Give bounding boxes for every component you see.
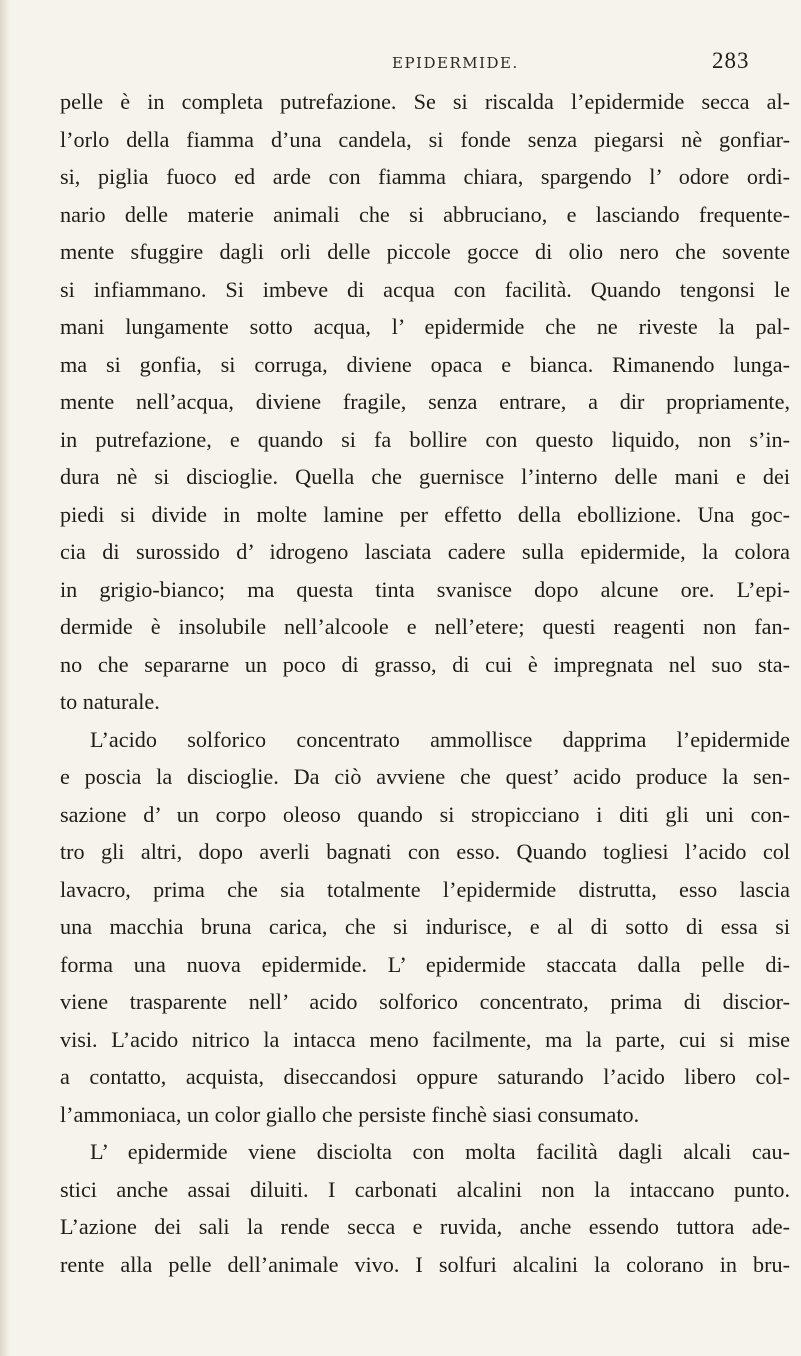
paragraph <box>60 83 790 721</box>
text-line: l’orlo della fiamma d’una candela, si fonde senza piegarsi nè gonfiar- <box>60 126 790 152</box>
text-line: dura nè si discioglie. Quella che guernisce l’interno delle mani e dei <box>60 464 790 490</box>
text-line: stici anche assai diluiti. I carbonati alcalini non la intaccano punto. <box>60 1176 790 1202</box>
text-line: in grigio-bianco; ma questa tinta svanisce dopo alcune ore. L’epi- <box>60 576 790 602</box>
text-line: piedi si divide in molte lamine per effetto della ebollizione. Una goc- <box>60 501 790 527</box>
body-text <box>60 83 790 1284</box>
text-line: visi. L’acido nitrico la intacca meno facilmente, ma la parte, cui si mise <box>60 1026 790 1052</box>
text-line: to naturale. <box>60 689 160 715</box>
text-line: nario delle materie animali che si abbruciano, e lasciando frequente- <box>60 201 790 227</box>
text-line: dermide è insolubile nell’alcoole e nell’etere; questi reagenti non fan- <box>60 614 790 640</box>
text-line: no che separarne un poco di grasso, di cui è impregnata nel suo sta- <box>60 651 790 677</box>
text-line: L’azione dei sali la rende secca e ruvida, anche essendo tuttora ade- <box>60 1214 790 1240</box>
running-head: EPIDERMIDE. <box>392 54 519 72</box>
text-line: mente sfuggire dagli orli delle piccole gocce di olio nero che sovente <box>60 239 790 265</box>
text-line: sazione d’ un corpo oleoso quando si stropicciano i diti gli uni con- <box>60 801 790 827</box>
paragraph <box>60 721 790 1134</box>
text-line: pelle è in completa putrefazione. Se si riscalda l’epidermide secca al- <box>60 89 790 114</box>
text-line: viene trasparente nell’ acido solforico concentrato, prima di discior- <box>60 989 790 1015</box>
text-line: rente alla pelle dell’animale vivo. I solfuri alcalini la colorano in bru- <box>60 1251 790 1277</box>
text-line: ma si gonfia, si corruga, diviene opaca e bianca. Rimanendo lunga- <box>60 351 790 377</box>
text-line: L’acido solforico concentrato ammollisce dapprima l’epidermide <box>90 726 790 752</box>
text-line: e poscia la discioglie. Da ciò avviene che quest’ acido produce la sen- <box>60 764 790 790</box>
paragraph <box>60 1133 790 1283</box>
text-line: in putrefazione, e quando si fa bollire con questo liquido, non s’in- <box>60 426 790 452</box>
text-line: a contatto, acquista, diseccandosi oppure saturando l’acido libero col- <box>60 1064 790 1090</box>
page-number: 283 <box>712 48 750 73</box>
text-line: cia di surossido d’ idrogeno lasciata cadere sulla epidermide, la colora <box>60 539 790 565</box>
text-line: lavacro, prima che sia totalmente l’epidermide distrutta, esso lascia <box>60 876 790 902</box>
text-line: si infiammano. Si imbeve di acqua con facilità. Quando tengonsi le <box>60 276 790 302</box>
text-line: si, piglia fuoco ed arde con fiamma chiara, spargendo l’ odore ordi- <box>60 164 790 190</box>
text-line: L’ epidermide viene disciolta con molta facilità dagli alcali cau- <box>90 1139 790 1165</box>
text-line: una macchia bruna carica, che si indurisce, e al di sotto di essa si <box>60 914 790 940</box>
text-line: forma una nuova epidermide. L’ epidermide staccata dalla pelle di- <box>60 951 790 977</box>
text-line: tro gli altri, dopo averli bagnati con esso. Quando togliesi l’acido col <box>60 839 790 865</box>
text-line: l’ammoniaca, un color giallo che persiste finchè siasi consumato. <box>60 1101 640 1127</box>
text-line: mani lungamente sotto acqua, l’ epidermide che ne riveste la pal- <box>60 314 790 340</box>
text-line: mente nell’acqua, diviene fragile, senza entrare, a dir propriamente, <box>60 389 790 415</box>
page-gutter-shadow <box>0 0 10 1356</box>
